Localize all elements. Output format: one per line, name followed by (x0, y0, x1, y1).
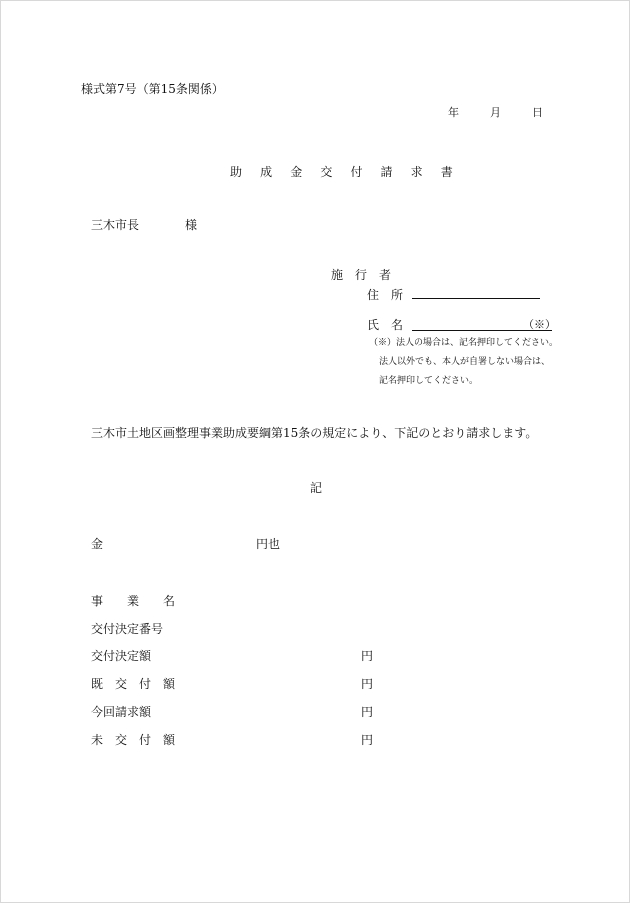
item-label-project-name: 事 業 名 (91, 594, 176, 608)
title-char: 書 (440, 165, 453, 179)
name-label: 氏 名 (367, 318, 404, 332)
form-number: 様式第7号（第15条関係） (81, 82, 224, 96)
item-unit: 円 (361, 677, 374, 691)
body-text: 三木市土地区画整理事業助成要綱第15条の規定により、下記のとおり請求します。 (91, 426, 538, 440)
title-char: 付 (350, 165, 363, 179)
date-year: 年 (448, 106, 459, 119)
date-line (448, 107, 543, 118)
document-title (230, 163, 453, 179)
date-month: 月 (490, 106, 501, 119)
note-line: 記名押印してください。 (379, 376, 479, 386)
applicant-heading: 施 行 者 (331, 268, 392, 282)
item-unit: 円 (361, 733, 374, 747)
title-char: 交 (320, 165, 333, 179)
title-char: 成 (260, 165, 273, 179)
address-underline (412, 298, 540, 299)
ki-heading: 記 (310, 481, 323, 495)
item-label-current-request: 今回請求額 (91, 705, 152, 719)
item-label-unpaid: 未 交 付 額 (91, 733, 176, 747)
amount-unit: 円也 (256, 537, 281, 551)
addressee-honorific: 様 (185, 218, 198, 232)
title-char: 請 (380, 165, 393, 179)
title-char: 求 (410, 165, 423, 179)
note-line: 法人以外でも、本人が自署しない場合は、 (379, 357, 551, 367)
addressee-name: 三木市長 (91, 218, 140, 232)
title-char: 金 (290, 165, 303, 179)
note-line: （※）法人の場合は、記名押印してください。 (369, 338, 559, 348)
date-day: 日 (532, 106, 543, 119)
item-label-decision-number: 交付決定番号 (91, 622, 164, 636)
item-label-decision-amount: 交付決定額 (91, 649, 152, 663)
title-char: 助 (230, 165, 243, 179)
item-label-already-paid: 既 交 付 額 (91, 677, 176, 691)
seal-mark: （※） (523, 318, 556, 331)
address-label: 住 所 (367, 288, 404, 302)
amount-label: 金 (91, 537, 104, 551)
item-unit: 円 (361, 705, 374, 719)
item-unit: 円 (361, 649, 374, 663)
